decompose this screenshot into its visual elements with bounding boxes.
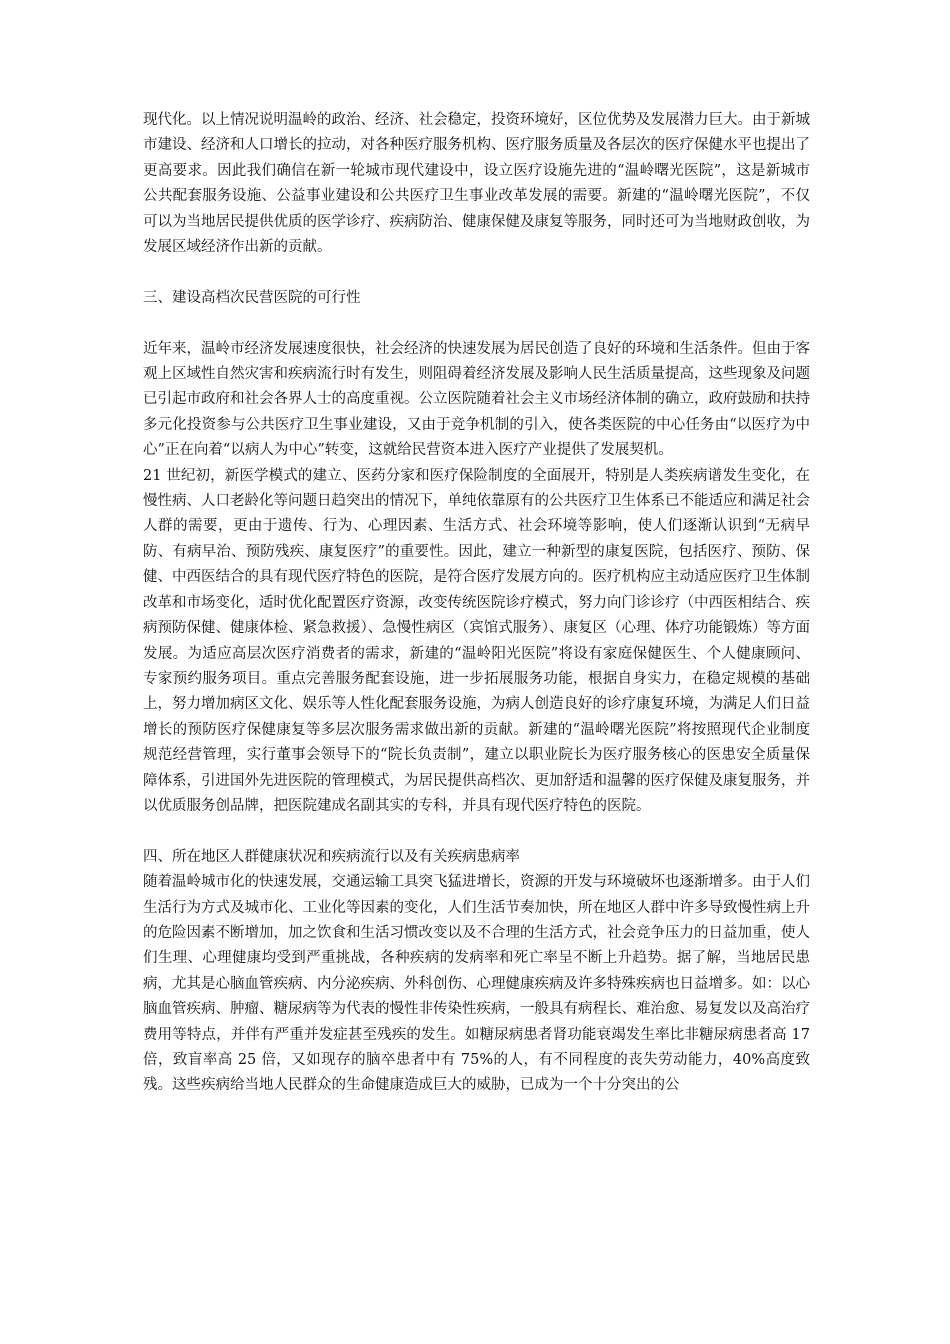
blank-line [143, 311, 810, 336]
paragraph-feasibility-2: 21 世纪初，新医学模式的建立、医药分家和医疗保险制度的全面展开，特别是人类疾病谱发生变化，在慢性病、人口老龄化等问题日趋突出的情况下，单纯依靠原有的公共医疗卫生体系已不能适应和满足社会人群的需要，更由于遗传、行为、心理因素、生活方式、社会环境等影响，使人们逐渐认识到“无病早防、有病早治、预防残疾、康复医疗”的重要性。因此，建立一种新型的康复医院，包括医疗、预防、保健、中西医结合的具有现代医疗特色的医院，是符合医疗发展方向的。医疗机构应主动适应医疗卫生体制改革和市场变化，适时优化配置医疗资源，改变传统医院诊疗模式，努力向门诊诊疗（中西医相结合、疾病预防保健、健康体检、紧急救援）、急慢性病区（宾馆式服务）、康复区（心理、体疗功能锻炼）等方面发展。为适应高层次医疗消费者的需求，新建的“温岭阳光医院”将设有家庭保健医生、个人健康顾问、专家预约服务项目。重点完善服务配套设施，进一步拓展服务功能，根据自身实力，在稳定规模的基础上，努力增加病区文化、娱乐等人性化配套服务设施，为病人创造良好的诊疗康复环境，为满足人们日益增长的预防医疗保健康复等多层次服务需求做出新的贡献。新建的“温岭曙光医院”将按照现代企业制度规范经营管理，实行董事会领导下的“院长负责制”，建立以职业院长为医疗服务核心的医患安全质量保障体系，引进国外先进医院的管理模式，为居民提供高档次、更加舒适和温馨的医疗保健及康复服务，并以优质服务创品牌，把医院建成名副其实的专科，并具有现代医疗特色的医院。 [143, 467, 810, 814]
paragraph-intro-continuation: 现代化。以上情况说明温岭的政治、经济、社会稳定，投资环境好，区位优势及发展潜力巨大。由于新城市建设、经济和人口增长的拉动，对各种医疗服务机构、医疗服务质量及各层次的医疗保健水平也提出了更高要求。因此我们确信在新一轮城市现代建设中，设立医疗设施先进的“温岭曙光医院”，这是新城市公共配套服务设施、公益事业建设和公共医疗卫生事业改革发展的需要。新建的“温岭曙光医院”，不仅可以为当地居民提供优质的医学诊疗、疾病防治、健康保健及康复等服务，同时还可为当地财政创收，为发展区域经济作出新的贡献。 [143, 112, 810, 256]
blank-line [143, 260, 810, 285]
paragraph-health-status: 随着温岭城市化的快速发展，交通运输工具突飞猛进增长，资源的开发与环境破坏也逐渐增多。由于人们生活行为方式及城市化、工业化等因素的变化，人们生活节奏加快，所在地区人群中许多导致慢性病上升的危险因素不断增加，加之饮食和生活习惯改变以及不合理的生活方式，社会竞争压力的日益加重，使人们生理、心理健康均受到严重挑战，各种疾病的发病率和死亡率呈不断上升趋势。据了解，当地居民患病，尤其是心脑血管疾病、内分泌疾病、外科创伤、心理健康疾病及许多特殊疾病也日益增多。如：以心脑血管疾病、肿瘤、糖尿病等为代表的慢性非传染性疾病，一般具有病程长、难治愈、易复发以及高治疗费用等特点，并伴有严重并发症甚至残疾的发生。如糖尿病患者肾功能衰竭发生率比非糖尿病患者高 17倍，致盲率高 25 倍，又如现存的脑卒患者中有 75%的人，有不同程度的丧失劳动能力，40%高度致残。这些疾病给当地人民群众的生命健康造成巨大的威胁，已成为一个十分突出的公 [143, 874, 810, 1094]
paragraph-feasibility-1: 近年来，温岭市经济发展速度很快，社会经济的快速发展为居民创造了良好的环境和生活条件。但由于客观上区域性自然灾害和疾病流行时有发生，则阻碍着经济发展及影响人民生活质量提高，这些现象及问题已引起市政府和社会各界人士的高度重视。公立医院随着社会主义市场经济体制的确立，政府鼓励和扶持多元化投资参与公共医疗卫生事业建设，又由于竞争机制的引入，使各类医院的中心任务由“以医疗为中心”正在向着“以病人为中心”转变，这就给民营资本进入医疗产业提供了发展契机。 [143, 340, 810, 459]
document-page [143, 108, 810, 1099]
section-heading-3: 三、建设高档次民营医院的可行性 [143, 289, 361, 306]
section-heading-4: 四、所在地区人群健康状况和疾病流行以及有关疾病患病率 [143, 848, 520, 865]
blank-line [143, 819, 810, 844]
